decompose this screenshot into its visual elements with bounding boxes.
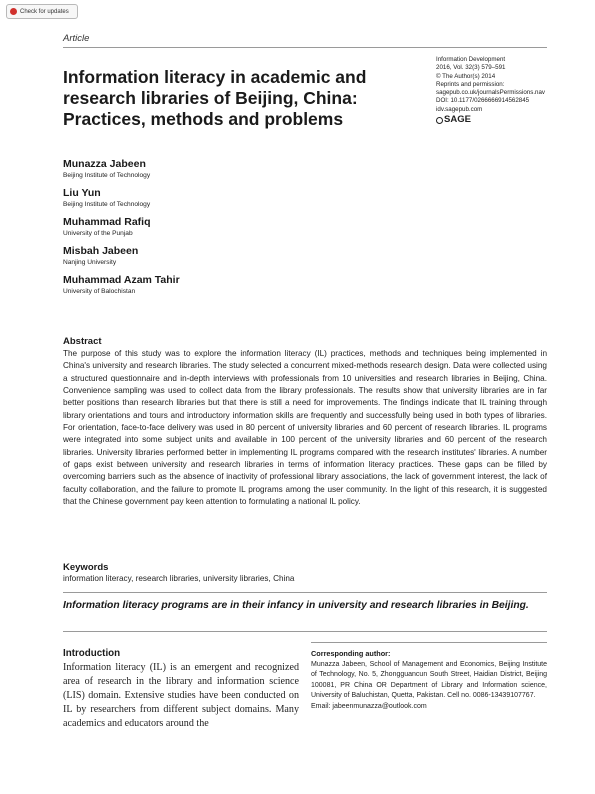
- author-name: Muhammad Azam Tahir: [63, 274, 180, 286]
- journal-line: DOI: 10.1177/0266666914562845: [436, 97, 530, 105]
- author-name: Munazza Jabeen: [63, 158, 146, 170]
- author-affiliation: Beijing Institute of Technology: [63, 201, 151, 208]
- sage-circle-icon: [436, 117, 443, 124]
- check-for-updates-label: Check for updates: [20, 8, 69, 15]
- highlight-statement: Information literacy programs are in their infancy in university and research libraries in Beijing.: [63, 600, 529, 611]
- check-for-updates-badge[interactable]: [6, 4, 78, 19]
- introduction-heading: Introduction: [63, 648, 121, 659]
- author-name: Muhammad Rafiq: [63, 216, 151, 228]
- author-entry: [63, 158, 403, 180]
- author-name: Liu Yun: [63, 187, 101, 199]
- author-entry: [63, 274, 403, 296]
- author-affiliation: Beijing Institute of Technology: [63, 172, 151, 179]
- introduction-text: Information literacy (IL) is an emergent and recognized area of research in the library and information science (LIS) domain. Extensive studies have been conducted on IL by researchers from different subject domains. Many academics and educators around the: [63, 662, 299, 730]
- journal-info: [436, 56, 566, 124]
- journal-link[interactable]: sagepub.co.uk/journalsPermissions.nav: [436, 89, 546, 97]
- keywords-heading: Keywords: [63, 562, 109, 573]
- author-entry: [63, 187, 403, 209]
- corresponding-info: [311, 660, 547, 712]
- paper-title: Information literacy in academic and research libraries of Beijing, China: Practices, methods and problems: [63, 67, 367, 129]
- author-affiliation: University of Balochistan: [63, 288, 136, 295]
- publisher-name: SAGE: [444, 114, 471, 126]
- sage-logo: [436, 116, 566, 124]
- author-affiliation: University of the Punjab: [63, 230, 133, 237]
- highlight-top-divider: [63, 592, 547, 593]
- journal-line: © The Author(s) 2014: [436, 72, 496, 80]
- highlight-bottom-divider: [63, 631, 547, 632]
- author-list: [63, 158, 403, 303]
- journal-line: Information Development: [436, 56, 506, 63]
- journal-line: Reprints and permission:: [436, 80, 505, 88]
- author-entry: [63, 216, 403, 238]
- journal-link[interactable]: idv.sagepub.com: [436, 105, 483, 113]
- header-divider: [63, 47, 547, 48]
- article-type: Article: [63, 33, 90, 44]
- author-affiliation: Nanjing University: [63, 259, 117, 266]
- corresponding-divider: [311, 642, 547, 643]
- update-icon: [10, 8, 17, 15]
- corresponding-heading: Corresponding author:: [311, 649, 391, 658]
- abstract-text: The purpose of this study was to explore the information literacy (IL) practices, methods and techniques being implemented in China's university and research libraries. The study selected a concurrent mixed-methods research design. Data were collected using a structured questionnaire and in-depth interviews with professionals from 10 universities and research libraries in Beijing, China. Convenience sampling was used to collect data from the library professionals. The results show that university libraries are in far better positions than research libraries but that there is still a need for improvements. The findings indicate that IL training through library orientations and tours and introductory information skills are frequently and successfully being used in both types of libraries. For orientation, face-to-face delivery was used in 80 percent of university libraries and 60 percent of research libraries. IL programs were integrated into some subject units and available in 100 percent of the university libraries and 60 percent of the research libraries. University libraries performed better in implementing IL programs compared with the research institutes' libraries. A number of gaps exist between university and research libraries in terms of information literacy practices. These gaps can be filled by overcoming barriers such as the absence of inactivity of professional library associations, the lack of government interest, the lack of faculty collaboration, and the failure to promote IL programs among the user community. In the light of this research, it is suggested that the Chinese government pay keen attention to formulating a national IL policy.: [63, 349, 547, 507]
- author-name: Misbah Jabeen: [63, 245, 139, 257]
- journal-line: 2016, Vol. 32(3) 579–591: [436, 64, 506, 72]
- corresponding-email[interactable]: Email: jabeenmunazza@outlook.com: [311, 702, 427, 710]
- corresponding-address: Munazza Jabeen, School of Management and Economics, Beijing Institute of Technology, No. 5, Zhongguancun South Street, Haidian District, Beijing 100081, PR China OR Department of Library and Information science, University of Baluchistan, Quetta, Pakistan. Cell no. 0086-13439107767.: [311, 661, 547, 700]
- author-entry: [63, 245, 403, 267]
- abstract-heading: Abstract: [63, 336, 102, 347]
- keywords-text: information literacy, research libraries, university libraries, China: [63, 574, 295, 583]
